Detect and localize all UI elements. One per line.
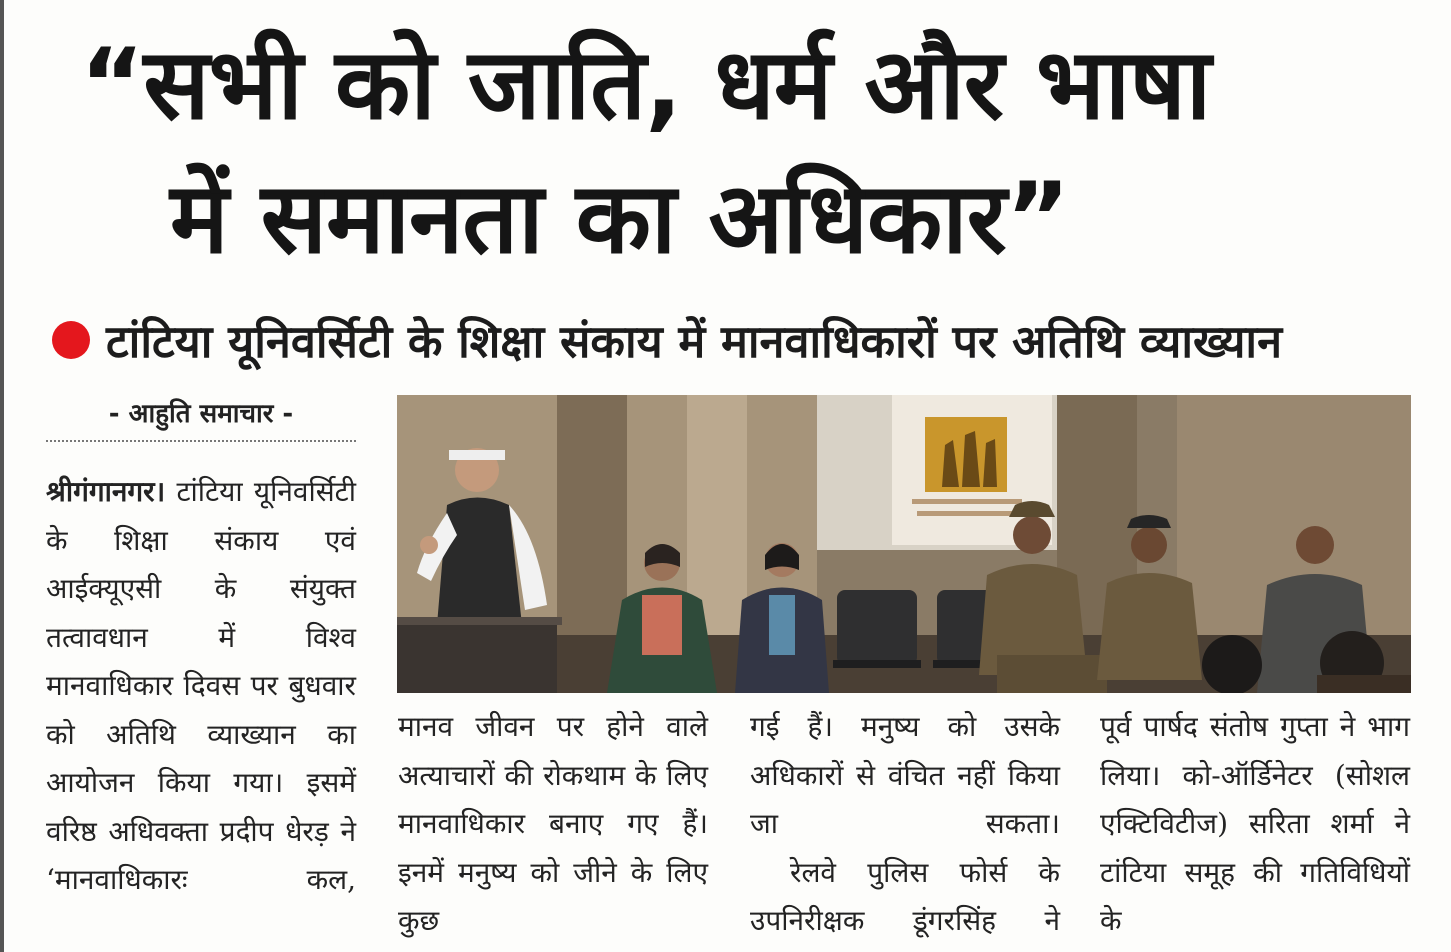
empty-chair	[837, 590, 917, 665]
byline: - आहुति समाचार -	[46, 392, 356, 442]
audience-head	[1202, 635, 1262, 693]
article-column-4: पूर्व पार्षद संतोष गुप्ता ने भाग लिया। को-ऑर्डिनेटर (सोशल एक्टिविटीज) सरिता शर्मा ने टांटिया समूह की गतिविधियों के	[1100, 710, 1410, 937]
column-edge-rule	[0, 0, 4, 952]
speaker-vest	[437, 498, 522, 626]
red-bullet-icon	[52, 321, 90, 359]
article-paragraph: रेलवे पुलिस फोर्स के उपनिरीक्षक डूंगरसिंह ने	[750, 855, 1060, 937]
dateline: श्रीगंगानगर।	[46, 475, 166, 508]
event-photo-illustration	[397, 395, 1411, 693]
subheadline-text: टांटिया यूनिवर्सिटी के शिक्षा संकाय में मानवाधिकारों पर अतिथि व्याख्यान	[106, 314, 1283, 368]
subheadline	[52, 305, 1442, 375]
headline-line-1: “सभी को जाति, धर्म और भाषा	[80, 28, 1211, 142]
event-photo	[397, 395, 1411, 693]
headline-line-2: में समानता का अधिकार”	[170, 162, 1070, 276]
article-column-2: मानव जीवन पर होने वाले अत्याचारों की रोकथाम के लिए मानवाधिकार बनाए गए हैं। इनमें मनुष्य को जीने के लिए कुछ	[398, 710, 708, 937]
article-paragraph: गई हैं। मनुष्य को उसके अधिकारों से वंचित नहीं किया जा सकता।	[750, 710, 1060, 840]
article-paragraph	[46, 468, 356, 905]
podium	[397, 620, 557, 693]
article-lead-text: टांटिया यूनिवर्सिटी के शिक्षा संकाय एवं आईक्यूएसी के संयुक्त तत्वावधान में विश्व मानवाधिकार दिवस पर बुधवार को अतिथि व्याख्यान का आयोजन किया गया। इसमें वरिष्ठ अधिवक्ता प्रदीप धेरड़ ने ‘मानवाधिकारः कल,	[46, 475, 356, 896]
article-column-1	[46, 468, 356, 905]
headline	[60, 18, 1420, 286]
article-column-3	[750, 703, 1060, 946]
police-officer-uniform	[1097, 573, 1202, 680]
